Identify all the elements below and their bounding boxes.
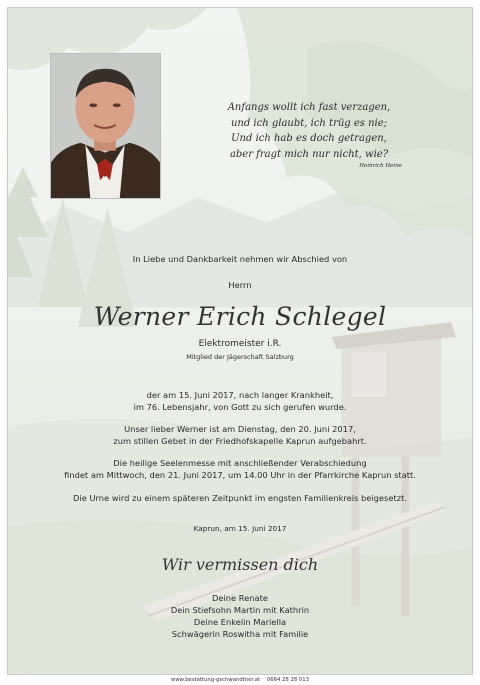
mourners-list [0,592,480,640]
occupation: Elektromeister i.R. [198,339,282,349]
quote-author: Heinrich Heine [359,163,402,169]
poem-quote [204,100,414,170]
intro-text: In Liebe und Dankbarkeit nehmen wir Abschied von [132,254,348,264]
paragraph-line: Die heilige Seelenmesse mit anschließender Verabschiedung [113,458,367,468]
footer-separator [262,677,265,683]
mourner: Deine Renate [212,593,268,603]
mourner: Deine Enkelin Mariella [193,617,287,627]
quote-line: Anfangs wollt ich fast verzagen, [227,102,391,113]
mass-paragraph [0,457,480,481]
place-date: Kaprun, am 15. Juni 2017 [193,524,287,533]
quote-line: aber fragt mich nur nicht, wie? [229,148,389,160]
viewing-paragraph [0,423,480,447]
footer-phone: 0664 28 28 013 [266,677,309,683]
paragraph-line: zum stillen Gebet in der Friedhofskapelle Kaprun aufgebahrt. [113,436,367,446]
quote-line: und ich glaubt, ich trüg es nie; [230,117,388,129]
portrait-illustration [51,54,160,198]
salutation: Herrn [228,280,252,290]
footer-website[interactable]: www.bestattung-gschwandtner.at [171,677,261,683]
mourner: Dein Stiefsohn Martin mit Kathrin [170,605,310,615]
paragraph-line: findet am Mittwoch, den 21. Juni 2017, um 14.00 Uhr in der Pfarrkirche Kaprun statt. [64,470,416,480]
paragraph-line: Die Urne wird zu einem späteren Zeitpunkt im engsten Familienkreis beigesetzt. [73,493,407,503]
death-paragraph [0,389,480,413]
portrait-photo [50,53,161,199]
paragraph-line: im 76. Lebensjahr, von Gott zu sich gerufen wurde. [133,402,347,412]
membership: Mitglied der Jägerschaft Salzburg [186,353,294,361]
quote-line: Und ich hab es doch getragen, [231,133,387,144]
paragraph-line: Unser lieber Werner ist am Dienstag, den 20. Juni 2017, [124,424,356,434]
paragraph-line: der am 15. Juni 2017, nach langer Krankheit, [146,390,334,400]
deceased-name: Werner Erich Schlegel [93,302,387,331]
mourner: Schwägerin Roswitha mit Familie [171,629,309,639]
missed-heading: Wir vermissen dich [161,555,319,574]
urn-paragraph [0,492,480,504]
footer [0,677,480,683]
